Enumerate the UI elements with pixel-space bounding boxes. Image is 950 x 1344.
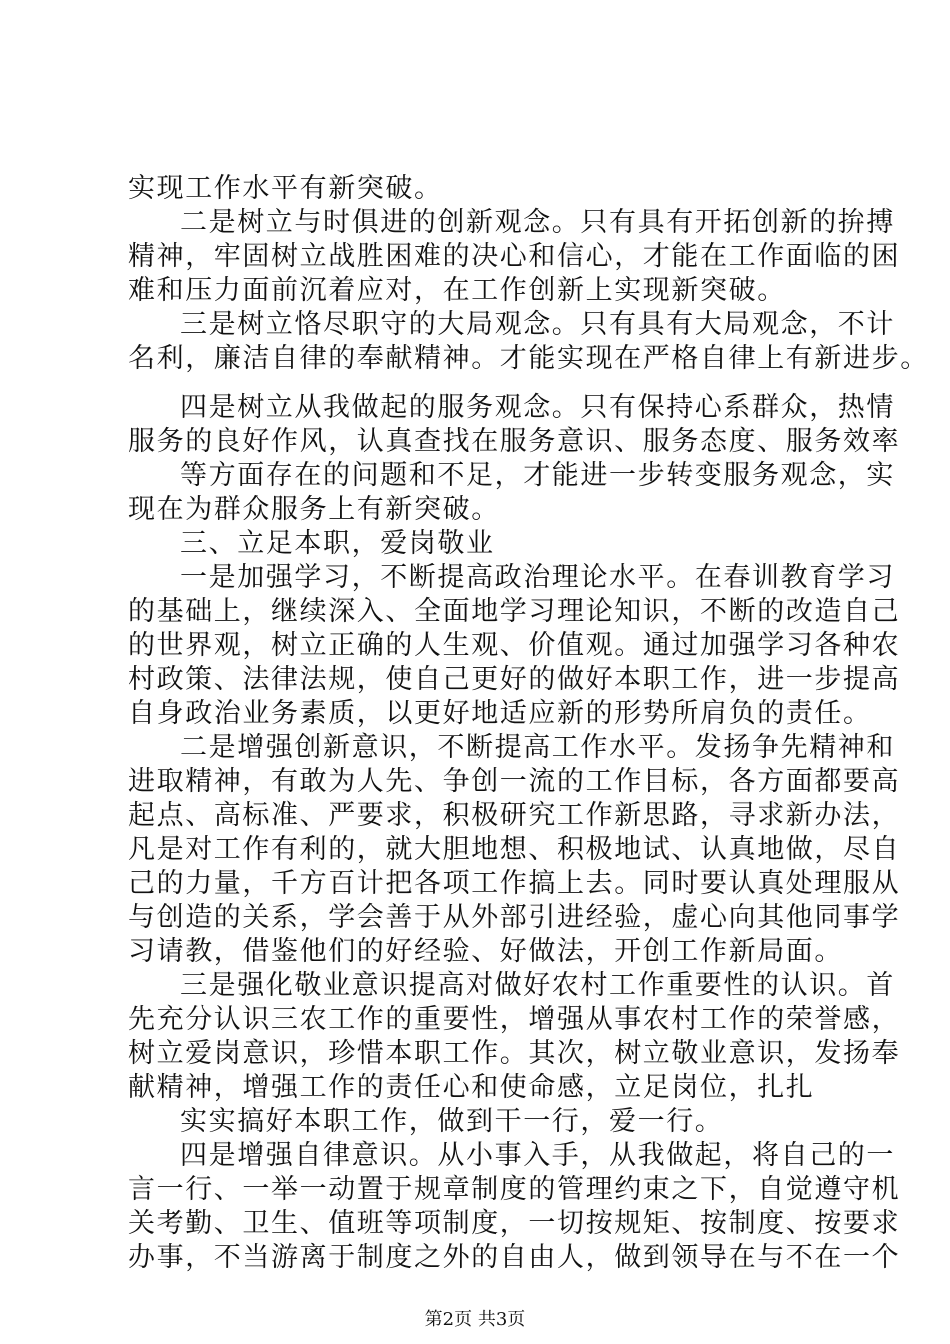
section-heading: 三、立足本职，爱岗敬业	[180, 528, 495, 559]
text-line: 四是增强自律意识。从小事入手，从我做起，将自己的一	[180, 1140, 895, 1171]
text-line: 四是树立从我做起的服务观念。只有保持心系群众，热情	[180, 392, 895, 423]
text-line: 现在为群众服务上有新突破。	[128, 494, 500, 525]
text-line: 实现工作水平有新突破。	[128, 173, 443, 204]
text-line: 二是树立与时俱进的创新观念。只有具有开拓创新的拚搏	[180, 207, 895, 238]
text-line: 精神，牢固树立战胜困难的决心和信心，才能在工作面临的困	[128, 241, 901, 272]
text-line: 树立爱岗意识，珍惜本职工作。其次，树立敬业意识，发扬奉	[128, 1038, 901, 1069]
text-line: 实实搞好本职工作，做到干一行，爱一行。	[180, 1106, 724, 1137]
page-footer: 第2页 共3页	[424, 1309, 526, 1330]
text-line: 与创造的关系，学会善于从外部引进经验，虚心向其他同事学	[128, 902, 901, 933]
text-line: 言一行、一举一动置于规章制度的管理约束之下，自觉遵守机	[128, 1174, 901, 1205]
text-line: 的世界观，树立正确的人生观、价值观。通过加强学习各种农	[128, 630, 901, 661]
text-line: 村政策、法律法规，使自己更好的做好本职工作，进一步提高	[128, 664, 901, 695]
text-line: 自身政治业务素质，以更好地适应新的形势所肩负的责任。	[128, 698, 872, 729]
text-line: 二是增强创新意识，不断提高工作水平。发扬争先精神和	[180, 732, 895, 763]
text-line: 献精神，增强工作的责任心和使命感，立足岗位，扎扎	[128, 1072, 815, 1103]
text-line: 凡是对工作有利的，就大胆地想、积极地试、认真地做，尽自	[128, 834, 901, 865]
text-line: 进取精神，有敢为人先、争创一流的工作目标，各方面都要高	[128, 766, 901, 797]
text-line: 三是树立恪尽职守的大局观念。只有具有大局观念，不计	[180, 309, 895, 340]
text-line: 办事，不当游离于制度之外的自由人，做到领导在与不在一个	[128, 1242, 901, 1273]
text-line: 关考勤、卫生、值班等项制度，一切按规矩、按制度、按要求	[128, 1208, 901, 1239]
text-line: 等方面存在的问题和不足，才能进一步转变服务观念，实	[180, 460, 895, 491]
text-line: 的基础上，继续深入、全面地学习理论知识，不断的改造自己	[128, 596, 901, 627]
text-line: 三是强化敬业意识提高对做好农村工作重要性的认识。首	[180, 970, 895, 1001]
text-line: 起点、高标准、严要求，积极研究工作新思路，寻求新办法，	[128, 800, 901, 831]
text-line: 难和压力面前沉着应对，在工作创新上实现新突破。	[128, 275, 786, 306]
text-line: 一是加强学习，不断提高政治理论水平。在春训教育学习	[180, 562, 895, 593]
text-line: 服务的良好作风，认真查找在服务意识、服务态度、服务效率	[128, 426, 901, 457]
text-line: 名利，廉洁自律的奉献精神。才能实现在严格自律上有新进步。	[128, 343, 929, 374]
text-line: 己的力量，千方百计把各项工作搞上去。同时要认真处理服从	[128, 868, 901, 899]
text-line: 习请教，借鉴他们的好经验、好做法，开创工作新局面。	[128, 936, 843, 967]
text-line: 先充分认识三农工作的重要性，增强从事农村工作的荣誉感，	[128, 1004, 901, 1035]
